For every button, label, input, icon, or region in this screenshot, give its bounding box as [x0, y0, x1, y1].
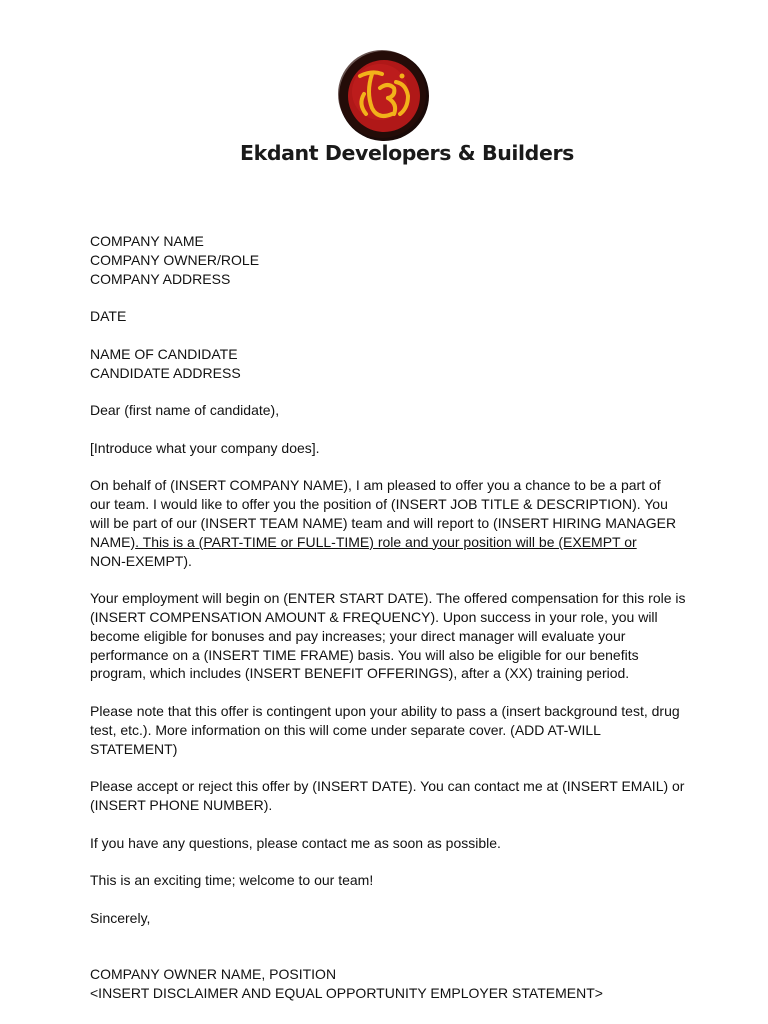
sender-owner-role: COMPANY OWNER/ROLE: [90, 251, 260, 268]
ekdant-logo-icon: [336, 48, 432, 144]
employment-line: become eligible for bonuses and pay increases; your direct manager will evaluate your: [90, 627, 626, 644]
accept-line: (INSERT PHONE NUMBER).: [90, 796, 273, 813]
employment-line: (INSERT COMPENSATION AMOUNT & FREQUENCY). Upon success in your role, you will: [90, 608, 658, 625]
employment-line: Your employment will begin on (ENTER START DATE). The offered compensation for this role is: [90, 590, 686, 607]
salutation: [90, 401, 690, 420]
sender-block: [90, 232, 690, 288]
offer-paragraph: [90, 476, 690, 570]
welcome-text: This is an exciting time; welcome to our team!: [90, 872, 374, 889]
intro-text: [Introduce what your company does].: [90, 439, 320, 456]
offer-line: [90, 533, 690, 552]
welcome-paragraph: [90, 871, 690, 890]
employment-line: performance on a (INSERT TIME FRAME) basis. You will also be eligible for our benefits: [90, 646, 639, 663]
contingent-line: Please note that this offer is contingent upon your ability to pass a (insert background test, drug: [90, 702, 680, 719]
closing: [90, 909, 690, 928]
offer-line-fragment: . This is a (PART-TIME or FULL-TIME) role and your position will be (EXEMPT or: [135, 533, 637, 550]
recipient-block: [90, 345, 690, 383]
sender-company-name: COMPANY NAME: [90, 233, 204, 249]
offer-line: On behalf of (INSERT COMPANY NAME), I am pleased to offer you a chance to be a part of: [90, 477, 661, 494]
signature-block: [90, 965, 690, 1003]
accept-line: Please accept or reject this offer by (INSERT DATE). You can contact me at (INSERT EMAIL) or: [90, 778, 685, 795]
offer-letter-body: [90, 232, 690, 1003]
contingent-line: test, etc.). More information on this will come under separate cover. (ADD AT-WILL: [90, 721, 601, 738]
questions-text: If you have any questions, please contact me as soon as possible.: [90, 834, 501, 851]
company-brand-name: Ekdant Developers & Builders: [240, 141, 574, 165]
intro-paragraph: [90, 439, 690, 458]
recipient-name: NAME OF CANDIDATE: [90, 345, 238, 362]
offer-line: our team. I would like to offer you the position of (INSERT JOB TITLE & DESCRIPTION). You: [90, 496, 668, 513]
accept-paragraph: [90, 777, 690, 815]
date-text: DATE: [90, 308, 127, 325]
letter-date: [90, 307, 690, 326]
disclaimer-text: <INSERT DISCLAIMER AND EQUAL OPPORTUNITY EMPLOYER STATEMENT>: [90, 984, 603, 1001]
offer-line: will be part of our (INSERT TEAM NAME) team and will report to (INSERT HIRING MANAGER: [90, 514, 677, 531]
salutation-text: Dear (first name of candidate),: [90, 402, 280, 419]
closing-text: Sincerely,: [90, 909, 151, 926]
hiring-manager-name-fragment: NAME): [90, 533, 136, 550]
employment-paragraph: [90, 589, 690, 683]
employment-line: program, which includes (INSERT BENEFIT OFFERINGS), after a (XX) training period.: [90, 665, 630, 682]
questions-paragraph: [90, 834, 690, 853]
signature-name-position: COMPANY OWNER NAME, POSITION: [90, 966, 337, 983]
recipient-address: CANDIDATE ADDRESS: [90, 364, 241, 381]
offer-line: NON-EXEMPT).: [90, 552, 192, 569]
letterhead: [0, 0, 768, 175]
signature-space: [90, 927, 690, 965]
contingent-line: STATEMENT): [90, 740, 178, 757]
contingent-paragraph: [90, 702, 690, 758]
sender-company-address: COMPANY ADDRESS: [90, 270, 231, 287]
